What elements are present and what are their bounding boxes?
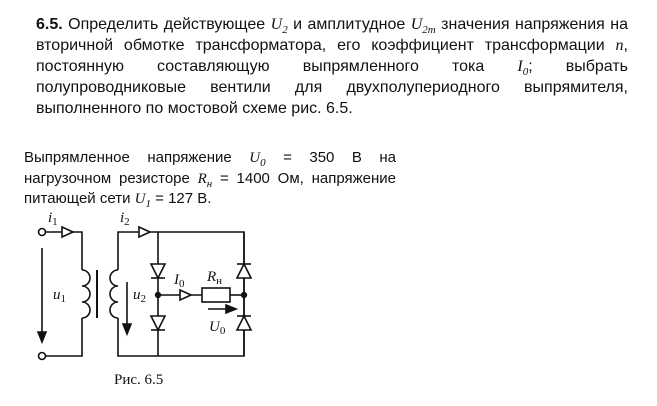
voltage-U0-arrowhead	[226, 305, 236, 313]
problem-text-1: Определить действующее	[62, 16, 271, 33]
voltage-u1-arrowhead	[38, 332, 46, 342]
problem-text-3: значения напряжения на вторичной обмотке трансформатора, его коэффициент трансформации	[36, 16, 628, 54]
var-Rn: $R_н$	[197, 170, 213, 190]
primary-wire-bottom	[46, 318, 82, 356]
label-u1: $u_1$	[53, 287, 66, 305]
figure-caption: Рис. 6.5	[114, 372, 164, 388]
var-n: n	[615, 37, 624, 54]
primary-winding	[82, 270, 90, 318]
junction-left	[156, 293, 161, 298]
problem-text-2: и амплитудное	[287, 16, 411, 33]
var-U0: $U_0$	[249, 150, 266, 169]
current-i2-arrow	[139, 227, 150, 237]
problem-number: 6.5.	[36, 16, 63, 33]
label-i1: $i_1$	[48, 210, 58, 228]
given-text-2: = 350 В на нагрузочном резисторе	[24, 149, 396, 187]
given-text-1: Выпрямленное напряжение	[24, 149, 250, 166]
diode-top-right	[237, 264, 251, 278]
input-terminal-bottom	[39, 353, 46, 360]
problem-text-4: , постоянную составляющую выпрямленного тока	[36, 37, 628, 75]
diode-bottom-right	[237, 316, 251, 330]
given-text-3: = 1400 Ом, напряжение питающей сети	[24, 169, 396, 207]
label-U0: $U_0$	[209, 319, 226, 337]
label-u2: $u_2$	[133, 287, 146, 305]
label-I0: $I_0$	[174, 272, 185, 290]
current-i1-arrow	[62, 227, 73, 237]
var-I0: $I_0$	[517, 58, 529, 79]
var-U2m: $U_{2m}$	[410, 16, 436, 37]
primary-wire-top	[46, 232, 82, 270]
current-I0-arrow	[180, 290, 191, 300]
problem-text-5: ; выбрать полупроводниковые вентили для двухполупериодного выпрямителя, выполненного по мостовой схеме рис. 6.5.	[36, 58, 628, 117]
var-U2: $U_2$	[270, 16, 288, 37]
diode-top-left	[151, 264, 165, 278]
given-text-4: = 127 В.	[150, 190, 212, 207]
voltage-u2-arrowhead	[123, 324, 131, 334]
var-U1: $U_1$	[134, 191, 151, 210]
junction-right	[242, 293, 247, 298]
label-i2: $i_2$	[120, 210, 130, 228]
label-Rn: $R_н$	[207, 269, 223, 287]
diode-bottom-left	[151, 316, 165, 330]
secondary-winding	[110, 270, 118, 318]
load-resistor	[202, 288, 230, 302]
input-terminal-top	[39, 229, 46, 236]
